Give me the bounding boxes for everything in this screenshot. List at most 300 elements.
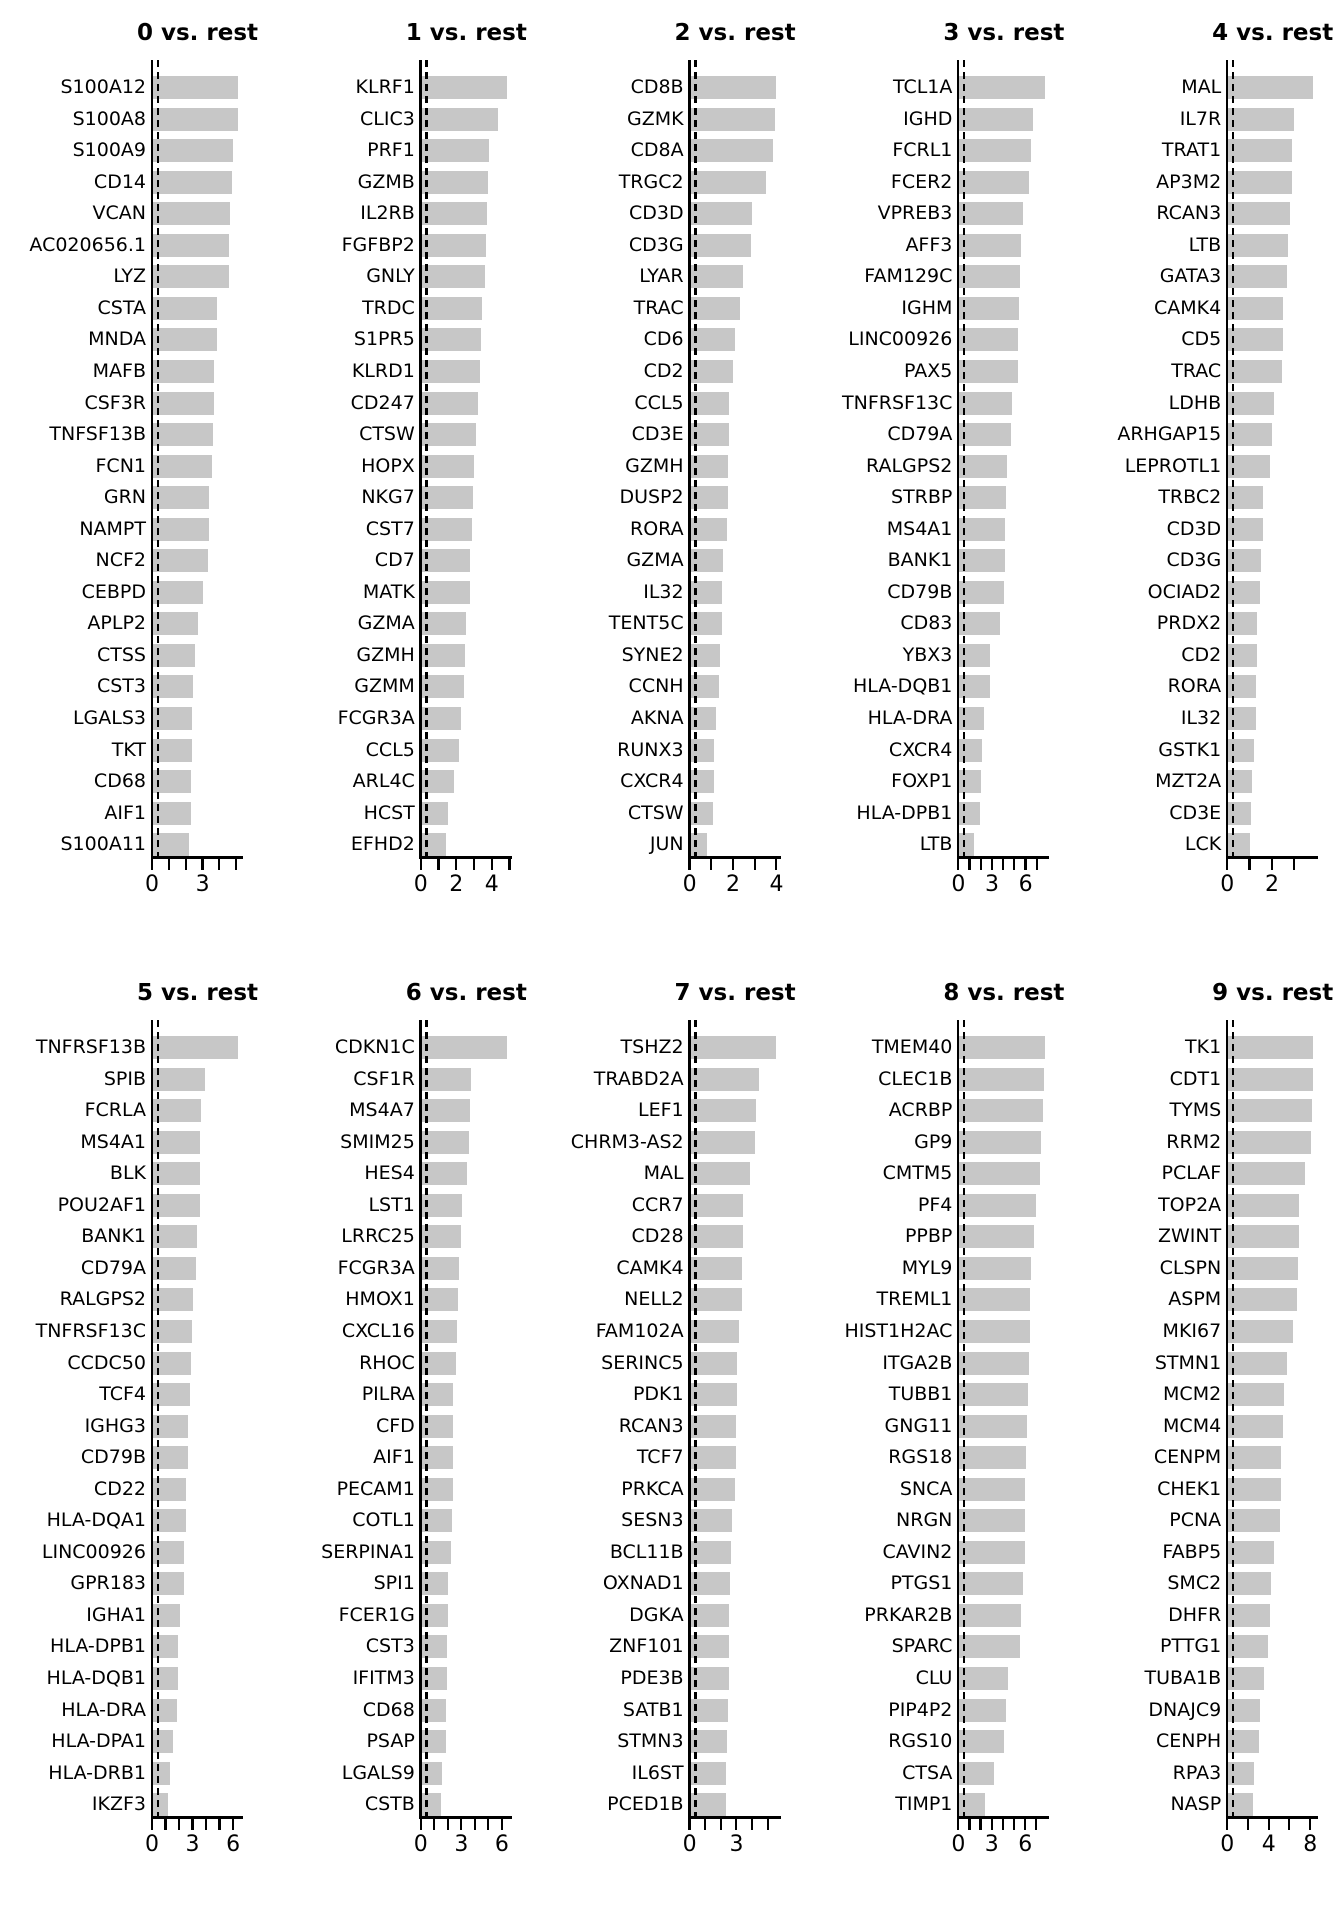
gene-label: CSTB — [364, 1793, 415, 1816]
x-axis-tick — [775, 859, 777, 870]
gene-label: SMIM25 — [340, 1130, 415, 1153]
gene-label: PDE3B — [620, 1667, 684, 1689]
gene-label: GZMH — [356, 643, 415, 666]
gene-label: CXCL16 — [341, 1319, 415, 1342]
zero-dashed-line — [157, 60, 160, 856]
gene-label: CHEK1 — [1157, 1477, 1222, 1500]
gene-label: HLA-DRB1 — [48, 1761, 146, 1784]
gene-label: CD2 — [1181, 643, 1222, 666]
gene-label: CLSPN — [1159, 1256, 1222, 1279]
gene-bar — [1228, 1383, 1284, 1406]
gene-bar — [1228, 171, 1291, 194]
y-axis-line — [419, 1020, 422, 1819]
gene-bar — [153, 518, 209, 541]
gene-label: MS4A1 — [80, 1130, 146, 1153]
gene-label: CENPH — [1155, 1730, 1222, 1753]
x-axis-tick — [968, 859, 970, 870]
x-axis-tick — [1226, 1819, 1228, 1830]
gene-label: MCM2 — [1163, 1383, 1222, 1406]
gene-label: FCN1 — [95, 454, 146, 477]
gene-label: HLA-DRA — [61, 1698, 146, 1721]
gene-label: TCF7 — [636, 1446, 684, 1469]
gene-label: DGKA — [629, 1603, 684, 1626]
gene-label: TKT — [111, 738, 146, 761]
x-tick-label: 0 — [682, 1832, 697, 1857]
gene-label: CLU — [915, 1667, 953, 1689]
x-axis-line — [419, 856, 512, 859]
gene-label: MNDA — [88, 328, 146, 351]
x-axis-tick — [991, 1819, 993, 1830]
gene-bar — [1228, 202, 1290, 225]
gene-bar — [153, 1225, 197, 1248]
gene-label: TRAC — [1171, 359, 1222, 382]
gene-bar — [153, 171, 232, 194]
x-axis-tick — [754, 859, 756, 870]
gene-bar — [422, 1068, 471, 1091]
x-tick-label: 2 — [449, 872, 464, 897]
x-axis-tick — [1226, 859, 1228, 870]
gene-bar — [1228, 1225, 1299, 1248]
gene-bar — [1228, 455, 1269, 478]
x-tick-label: 3 — [195, 872, 210, 897]
gene-label: FGFBP2 — [341, 233, 415, 256]
x-axis-tick — [420, 859, 422, 870]
gene-bar — [691, 1194, 744, 1217]
gene-bar — [959, 1162, 1039, 1185]
gene-label: PRF1 — [367, 139, 415, 162]
gene-label: TNFRSF13C — [35, 1319, 146, 1342]
gene-bar — [959, 1099, 1042, 1122]
gene-bar — [422, 360, 480, 383]
gene-label: NRGN — [896, 1509, 953, 1532]
x-tick-label: 0 — [1220, 1832, 1235, 1857]
gene-label: IGHG3 — [84, 1414, 146, 1437]
gene-label: PCED1B — [607, 1793, 684, 1816]
gene-label: CSF1R — [353, 1067, 415, 1090]
gene-bar — [422, 612, 466, 635]
gene-label: GPR183 — [70, 1572, 146, 1595]
x-tick-label: 4 — [484, 872, 499, 897]
gene-label: GRN — [103, 486, 146, 509]
gene-label: FCER1G — [338, 1603, 415, 1626]
gene-label: CXCR4 — [620, 770, 684, 793]
x-axis-tick — [1024, 1819, 1026, 1830]
gene-label: GNLY — [366, 265, 415, 288]
x-axis-tick — [205, 1819, 207, 1830]
gene-label: FOXP1 — [891, 770, 953, 793]
x-axis-tick — [501, 1819, 503, 1830]
gene-bar — [422, 1162, 467, 1185]
gene-bar — [959, 833, 974, 856]
gene-label: NAMPT — [79, 517, 146, 540]
gene-label: MZT2A — [1155, 770, 1222, 793]
gene-label: MS4A1 — [886, 517, 953, 540]
gene-bar — [691, 1320, 739, 1343]
gene-label: TIMP1 — [895, 1793, 953, 1816]
gene-bar — [959, 234, 1021, 257]
gene-label: TMEM40 — [871, 1036, 953, 1058]
gene-label: CSF3R — [84, 391, 146, 414]
x-axis-tick — [732, 859, 734, 870]
x-axis-tick — [979, 1819, 981, 1830]
gene-bar — [422, 486, 473, 509]
gene-bar — [153, 1131, 200, 1154]
gene-bar — [959, 1068, 1044, 1091]
gene-label: POU2AF1 — [57, 1193, 146, 1216]
x-axis-tick — [455, 859, 457, 870]
gene-bar — [422, 234, 486, 257]
x-tick-label: 0 — [951, 872, 966, 897]
gene-bar — [691, 202, 752, 225]
gene-label: S100A12 — [60, 76, 146, 98]
gene-label: SYNE2 — [621, 643, 684, 666]
x-axis-tick — [151, 1819, 153, 1830]
gene-label: CENPM — [1153, 1446, 1222, 1469]
x-axis-tick — [991, 859, 993, 870]
zero-dashed-line — [963, 1020, 966, 1816]
gene-label: CCL5 — [634, 391, 684, 414]
zero-dashed-line — [425, 60, 428, 856]
gene-bar — [691, 1383, 737, 1406]
gene-bar — [422, 265, 485, 288]
gene-label: TRAC — [633, 296, 684, 319]
panel-5-vs-rest — [0, 960, 269, 1920]
gene-label: NKG7 — [361, 486, 415, 509]
gene-label: HLA-DPA1 — [51, 1730, 146, 1753]
x-axis-tick — [1036, 859, 1038, 870]
gene-label: RALGPS2 — [866, 454, 953, 477]
gene-label: MYL9 — [901, 1256, 953, 1279]
gene-label: S100A11 — [60, 833, 146, 856]
gene-label: RORA — [630, 517, 684, 540]
gene-label: PPBP — [904, 1225, 953, 1248]
gene-label: GZMA — [626, 549, 684, 572]
x-axis-tick — [447, 1819, 449, 1830]
gene-label: CLIC3 — [359, 107, 415, 130]
gene-bar — [959, 1730, 1004, 1753]
gene-label: HOPX — [361, 454, 415, 477]
gene-bar — [1228, 76, 1313, 99]
gene-bar — [691, 1162, 750, 1185]
gene-label: SESN3 — [621, 1509, 684, 1532]
gene-label: HLA-DPB1 — [856, 801, 953, 824]
gene-bar — [959, 265, 1020, 288]
gene-bar — [691, 360, 733, 383]
gene-label: ARHGAP15 — [1117, 423, 1222, 446]
gene-label: CCL5 — [365, 738, 415, 761]
gene-label: DHFR — [1168, 1603, 1222, 1626]
x-axis-tick — [487, 1819, 489, 1830]
gene-bar — [959, 1604, 1021, 1627]
gene-bar — [153, 76, 238, 99]
gene-bar — [1228, 1320, 1292, 1343]
gene-bar — [691, 1068, 759, 1091]
gene-label: CD3D — [628, 202, 684, 225]
y-axis-line — [957, 60, 960, 859]
gene-bar — [959, 1509, 1024, 1532]
gene-bar — [1228, 1509, 1280, 1532]
gene-label: FABP5 — [1162, 1540, 1222, 1563]
x-tick-label: 4 — [769, 872, 784, 897]
panel-title: 9 vs. rest — [1212, 980, 1334, 1006]
gene-bar — [422, 297, 483, 320]
panel-title: 5 vs. rest — [136, 980, 259, 1006]
gene-label: PDK1 — [632, 1383, 684, 1406]
x-axis-tick — [185, 859, 187, 870]
gene-label: AP3M2 — [1156, 170, 1222, 193]
gene-label: MKI67 — [1162, 1319, 1222, 1342]
gene-bar — [153, 108, 238, 131]
x-axis-tick — [491, 859, 493, 870]
gene-bar — [1228, 1194, 1299, 1217]
gene-label: S1PR5 — [353, 328, 415, 351]
gene-label: LGALS9 — [341, 1761, 415, 1784]
gene-bar — [1228, 1478, 1280, 1501]
panel-title: 6 vs. rest — [405, 980, 527, 1006]
x-tick-label: 8 — [1303, 1832, 1318, 1857]
gene-bar — [691, 297, 740, 320]
gene-bar — [153, 265, 229, 288]
gene-bar — [959, 139, 1031, 162]
gene-bar — [422, 1131, 469, 1154]
gene-bar — [959, 1036, 1044, 1059]
gene-label: PCLAF — [1161, 1162, 1222, 1185]
gene-bar — [959, 1415, 1026, 1438]
x-axis-tick — [474, 1819, 476, 1830]
panel-title: 3 vs. rest — [943, 20, 1065, 46]
gene-label: CCR7 — [631, 1193, 684, 1216]
gene-label: LEF1 — [637, 1099, 684, 1122]
panel-title: 8 vs. rest — [943, 980, 1065, 1006]
gene-bar — [422, 392, 478, 415]
gene-label: CDKN1C — [334, 1036, 415, 1058]
gene-label: PF4 — [917, 1193, 953, 1216]
gene-label: CD2 — [643, 359, 684, 382]
gene-label: ARL4C — [352, 770, 415, 793]
gene-label: CFD — [375, 1414, 415, 1437]
gene-bar — [153, 1194, 200, 1217]
gene-label: PIP4P2 — [888, 1698, 953, 1721]
gene-label: FCER2 — [890, 170, 953, 193]
gene-bar — [691, 1415, 737, 1438]
panel-8-vs-rest — [806, 960, 1075, 1920]
gene-bar — [691, 1225, 743, 1248]
gene-bar — [422, 108, 498, 131]
gene-label: IL6ST — [631, 1761, 684, 1784]
x-axis-tick — [164, 1819, 166, 1830]
gene-label: CTSS — [97, 643, 146, 666]
gene-bar — [691, 1257, 742, 1280]
gene-label: IL2RB — [360, 202, 415, 225]
x-axis-tick — [1268, 1819, 1270, 1830]
gene-bar — [691, 1288, 742, 1311]
gene-label: FCRLA — [84, 1099, 146, 1122]
gene-label: CAMK4 — [616, 1256, 684, 1279]
x-axis-tick — [191, 1819, 193, 1830]
x-axis-tick — [235, 859, 237, 870]
gene-bar — [153, 455, 212, 478]
gene-bar — [959, 1225, 1034, 1248]
panel-0-vs-rest — [0, 0, 269, 960]
gene-label: HLA-DQB1 — [46, 1667, 146, 1689]
gene-label: CD68 — [362, 1698, 415, 1721]
gene-bar — [959, 1352, 1029, 1375]
gene-label: PCNA — [1169, 1509, 1222, 1532]
gene-bar — [1228, 297, 1283, 320]
gene-label: OXNAD1 — [602, 1572, 684, 1595]
gene-label: GZMH — [625, 454, 684, 477]
gene-bar — [422, 1194, 462, 1217]
x-axis-tick — [232, 1819, 234, 1830]
zero-dashed-line — [1232, 1020, 1235, 1816]
gene-label: CMTM5 — [882, 1162, 953, 1185]
gene-label: IGHA1 — [86, 1603, 146, 1626]
y-axis-line — [151, 60, 154, 859]
x-axis-tick — [704, 1819, 706, 1830]
gene-bar — [153, 1257, 196, 1280]
gene-label: TRGC2 — [618, 170, 684, 193]
gene-bar — [959, 455, 1007, 478]
zero-dashed-line — [157, 1020, 160, 1816]
gene-label: GZMM — [354, 675, 415, 698]
x-tick-label: 0 — [413, 872, 428, 897]
gene-bar — [691, 1446, 736, 1469]
gene-label: TNFRSF13B — [35, 1036, 146, 1058]
gene-bar — [1228, 1541, 1274, 1564]
gene-bar — [153, 1162, 200, 1185]
gene-bar — [959, 202, 1022, 225]
gene-label: TNFRSF13C — [842, 391, 953, 414]
gene-bar — [1228, 1257, 1298, 1280]
x-axis-tick — [767, 1819, 769, 1830]
x-axis-tick — [420, 1819, 422, 1830]
gene-label: ACRBP — [888, 1099, 953, 1122]
x-axis-tick — [178, 1819, 180, 1830]
gene-bar — [691, 139, 773, 162]
gene-label: IKZF3 — [91, 1793, 146, 1816]
x-axis-tick — [688, 859, 690, 870]
gene-label: CST3 — [96, 675, 146, 698]
x-axis-tick — [1024, 859, 1026, 870]
gene-label: HES4 — [364, 1162, 415, 1185]
gene-bar — [959, 360, 1017, 383]
gene-bar — [959, 549, 1004, 572]
x-axis-tick — [201, 859, 203, 870]
gene-label: PRKAR2B — [864, 1603, 953, 1626]
gene-label: IL32 — [643, 580, 684, 603]
gene-bar — [422, 644, 465, 667]
gene-label: KLRD1 — [351, 359, 415, 382]
gene-bar — [153, 1099, 201, 1122]
x-tick-label: 0 — [145, 872, 159, 897]
gene-label: CD79A — [80, 1256, 146, 1279]
gene-label: CD79A — [887, 423, 953, 446]
gene-label: AIF1 — [373, 1446, 415, 1469]
gene-label: CST7 — [365, 517, 415, 540]
gene-label: PILRA — [361, 1383, 415, 1406]
gene-bar — [959, 518, 1005, 541]
x-axis-tick — [957, 1819, 959, 1830]
gene-bar — [153, 1036, 238, 1059]
gene-label: CAMK4 — [1153, 296, 1222, 319]
x-tick-label: 6 — [494, 1832, 509, 1857]
gene-bar — [959, 612, 999, 635]
x-axis-tick — [968, 1819, 970, 1830]
gene-bar — [153, 202, 230, 225]
gene-bar — [959, 108, 1033, 131]
x-axis-tick — [151, 859, 153, 870]
gene-bar — [1228, 1162, 1305, 1185]
gene-label: TSHZ2 — [620, 1036, 684, 1058]
gene-bar — [959, 1635, 1019, 1658]
x-axis-tick — [688, 1819, 690, 1830]
gene-label: AIF1 — [104, 801, 146, 824]
gene-bar — [422, 1099, 470, 1122]
gene-bar — [959, 1194, 1036, 1217]
gene-label: MAL — [643, 1162, 684, 1185]
gene-label: DUSP2 — [619, 486, 684, 509]
gene-label: MCM4 — [1163, 1414, 1222, 1437]
gene-label: NELL2 — [624, 1288, 684, 1311]
gene-label: PTTG1 — [1160, 1635, 1222, 1658]
gene-label: TRAT1 — [1161, 139, 1222, 162]
gene-label: LCK — [1184, 833, 1222, 856]
gene-label: GP9 — [914, 1130, 953, 1153]
gene-label: MS4A7 — [349, 1099, 415, 1122]
x-axis-tick — [720, 1819, 722, 1830]
gene-label: TNFSF13B — [49, 423, 146, 446]
gene-label: STMN3 — [617, 1730, 684, 1753]
gene-label: TK1 — [1185, 1036, 1222, 1058]
gene-bar — [959, 1572, 1023, 1595]
gene-bar — [1228, 1099, 1312, 1122]
panel-1-vs-rest — [269, 0, 538, 960]
gene-bar — [1228, 234, 1287, 257]
x-axis-tick — [1013, 859, 1015, 870]
gene-bar — [153, 644, 195, 667]
x-tick-label: 4 — [1261, 1832, 1276, 1857]
gene-label: CEBPD — [81, 580, 146, 603]
gene-bar — [959, 1667, 1008, 1690]
gene-label: TRBC2 — [1158, 486, 1222, 509]
x-axis-tick — [980, 859, 982, 870]
gene-label: LST1 — [368, 1193, 415, 1216]
gene-bar — [422, 423, 476, 446]
gene-label: CTSA — [902, 1761, 953, 1784]
gene-bar — [691, 1036, 776, 1059]
y-axis-line — [688, 60, 691, 859]
gene-label: CSTA — [97, 296, 146, 319]
x-axis-tick — [473, 859, 475, 870]
gene-label: CD3E — [1169, 801, 1222, 824]
gene-bar — [1228, 108, 1293, 131]
gene-label: TUBB1 — [888, 1383, 953, 1406]
gene-label: HLA-DPB1 — [50, 1635, 146, 1658]
gene-bar — [422, 675, 465, 698]
gene-bar — [1228, 423, 1272, 446]
gene-label: S100A9 — [72, 139, 146, 162]
gene-bar — [691, 108, 775, 131]
gene-label: HCST — [363, 801, 415, 824]
gene-label: RHOC — [359, 1351, 415, 1374]
gene-bar — [959, 1320, 1029, 1343]
x-axis-line — [151, 856, 244, 859]
x-tick-label: 2 — [726, 872, 741, 897]
gene-label: SPARC — [891, 1635, 953, 1658]
gene-label: LEPROTL1 — [1124, 454, 1222, 477]
gene-label: PTGS1 — [890, 1572, 953, 1595]
gene-bar — [691, 234, 752, 257]
